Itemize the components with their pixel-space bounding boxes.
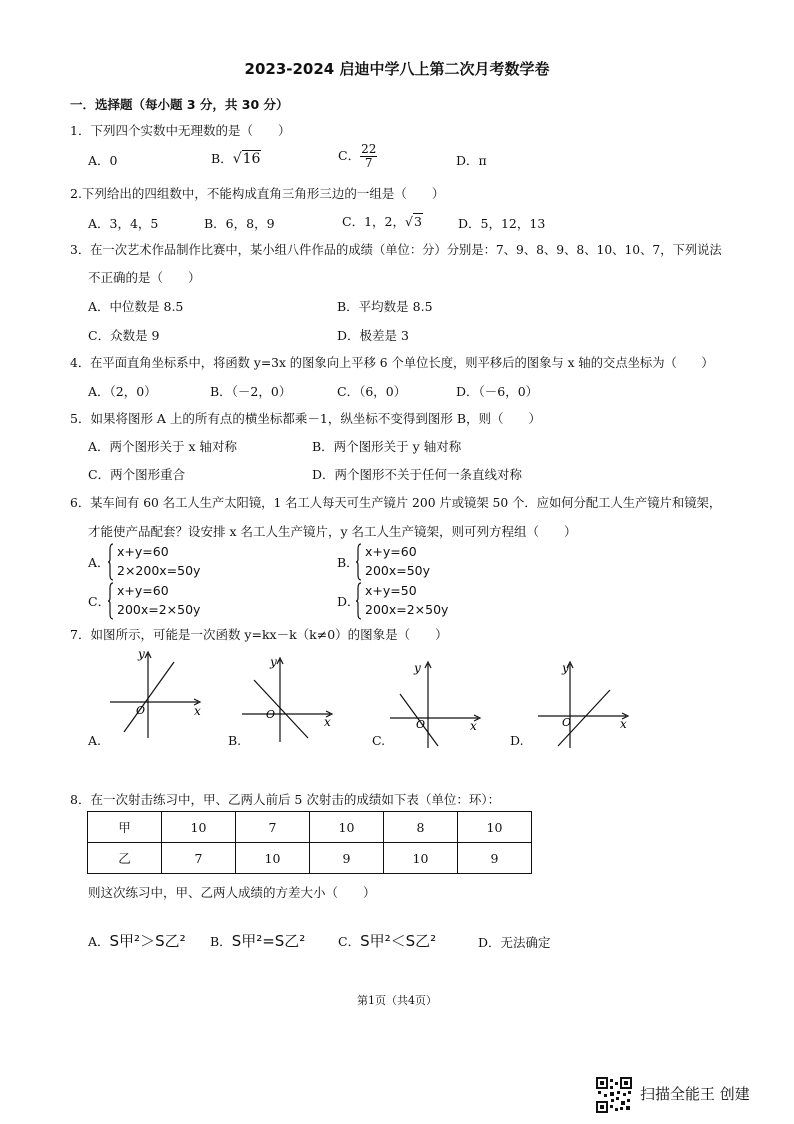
q5-option-b: B．两个图形关于 y 轴对称 [312,439,462,454]
qr-code-icon [596,1077,632,1113]
q5-option-c: C．两个图形重合 [88,467,186,482]
q4-option-c: C．（6，0） [337,384,407,399]
q3-option-c: C．众数是 9 [88,328,160,343]
origin-label: O [266,708,276,721]
table-cell: 9 [310,843,384,874]
q6-option-d-system: x+y=50 200x=2×50y [356,582,486,622]
q7-option-a: A. [88,733,102,748]
question-8-stem: 8．在一次射击练习中，甲、乙两人前后 5 次射击的成绩如下表（单位：环）： [70,792,501,807]
question-2-stem: 2.下列给出的四组数中，不能构成直角三角形三边的一组是（ ） [70,186,445,201]
axis-y-label: y [138,648,145,661]
q8-option-d: D．无法确定 [478,935,551,950]
q6-option-c-system: x+y=60 200x=2×50y [108,582,238,622]
axis-x-label: x [324,715,331,729]
page-footer: 第1页（共4页） [357,994,437,1007]
table-cell: 甲 [88,812,162,843]
question-7-stem: 7．如图所示，可能是一次函数 y=kx－k（k≠0）的图象是（ ） [70,627,448,642]
scanner-brand: 扫描全能王 创建 [640,1085,750,1103]
q7-graph-a [108,648,208,740]
q6-option-a-system: x+y=60 2×200x=50y [108,543,238,583]
q4-option-b: B．（－2，0） [210,384,292,399]
axis-x-label: x [194,704,201,718]
table-cell: 9 [458,843,532,874]
q1-option-b: B．√16 [211,151,261,167]
question-8-followup: 则这次练习中，甲、乙两人成绩的方差大小（ ） [88,885,376,900]
origin-label: O [562,716,572,729]
q5-option-a: A．两个图形关于 x 轴对称 [88,439,238,454]
section-heading: 一．选择题（每小题 3 分，共 30 分） [70,97,289,112]
score-table [87,811,532,874]
exam-title: 2023-2024 启迪中学八上第二次月考数学卷 [244,60,550,78]
table-row [88,812,532,843]
table-cell: 10 [162,812,236,843]
question-6-stem-line1: 6．某车间有 60 名工人生产太阳镜，1 名工人每天可生产镜片 200 片或镜架 50 个．应如何分配工人生产镜片和镜架， [70,496,722,510]
q6-option-d-label: D． [337,594,360,609]
table-cell: 10 [458,812,532,843]
q6-option-b-system: x+y=60 200x=50y [356,543,486,583]
q6-option-a-label: A． [88,555,110,570]
q6-option-b-label: B． [337,555,359,570]
q1-option-a: A．0 [88,153,118,168]
origin-label: O [136,704,146,717]
table-cell: 10 [384,843,458,874]
question-3-stem-line1: 3．在一次艺术作品制作比赛中，某小组八件作品的成绩（单位：分）分别是：7、9、8、9、8、10、10、7，下列说法 [70,243,722,257]
table-cell: 10 [310,812,384,843]
q2-option-d: D．5，12，13 [458,216,546,231]
q2-option-b: B．6，8，9 [204,216,275,231]
q5-option-d: D．两个图形不关于任何一条直线对称 [312,467,523,482]
brace-icon [356,582,362,620]
q3-option-b: B．平均数是 8.5 [337,299,433,314]
q1-option-d: D．π [456,153,487,168]
q4-option-a: A．（2，0） [88,384,157,399]
q3-option-d: D．极差是 3 [337,328,409,343]
q2-option-a: A．3，4，5 [88,216,159,231]
axis-x-label: x [620,717,627,731]
question-6-stem-line2: 才能使产品配套？设安排 x 名工人生产镜片，y 名工人生产镜架，则可列方程组（ ） [88,524,577,539]
question-3-stem-line2: 不正确的是（ ） [88,270,201,285]
q7-option-b: B. [228,733,242,748]
q6-option-c-label: C． [88,594,111,609]
brace-icon [356,543,362,581]
q4-option-d: D．（－6，0） [456,384,539,399]
table-cell: 10 [236,843,310,874]
q8-option-a: A．S甲²＞S乙² [88,932,186,950]
brace-icon [108,543,114,581]
origin-label: O [416,718,426,731]
axis-x-label: x [470,719,477,733]
question-4-stem: 4．在平面直角坐标系中，将函数 y=3x 的图象向上平移 6 个单位长度，则平移后的图象与 x 轴的交点坐标为（ ） [70,356,714,370]
q8-option-b: B．S甲²=S乙² [210,932,306,950]
table-row [88,843,532,874]
question-5-stem: 5．如果将图形 A 上的所有点的横坐标都乘－1，纵坐标不变得到图形 B，则（ ） [70,411,542,426]
question-1-stem: 1．下列四个实数中无理数的是（ ） [70,123,291,138]
axis-y-label: y [562,661,569,675]
q8-option-c: C．S甲²＜S乙² [338,932,437,950]
q7-graph-b [240,654,340,746]
axis-y-label: y [414,661,421,675]
q7-option-c: C. [372,733,386,748]
q3-option-a: A．中位数是 8.5 [88,299,184,314]
q2-option-c: C．1，2，√3 [342,214,422,229]
table-cell: 8 [384,812,458,843]
table-cell: 7 [236,812,310,843]
table-cell: 7 [162,843,236,874]
q7-graph-c [388,660,488,752]
q7-option-d: D. [510,733,524,748]
brace-icon [108,582,114,620]
q7-graph-d [536,660,636,752]
q1-option-c: C． $\frac{22}{7}$ [338,142,377,170]
table-cell: 乙 [88,843,162,874]
axis-y-label: y [270,655,277,669]
